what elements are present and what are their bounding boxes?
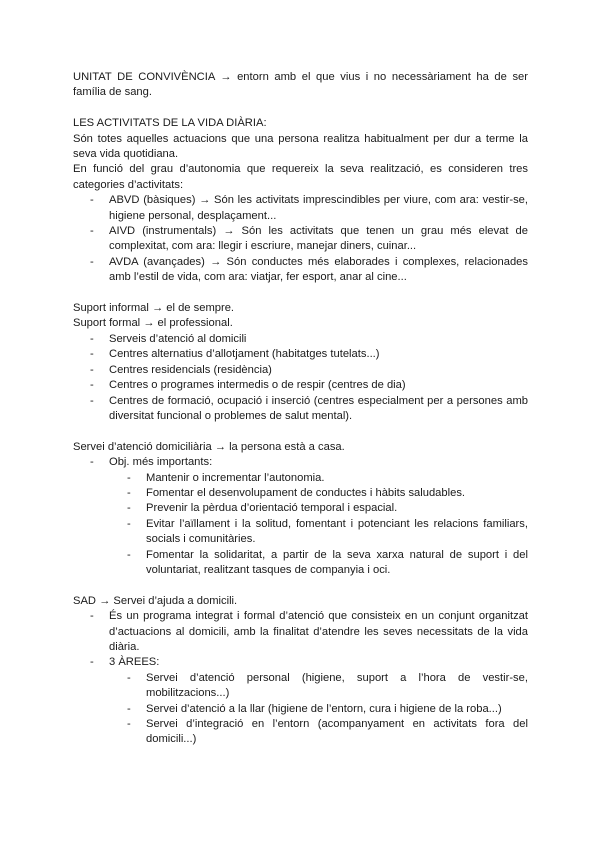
list-item: - Prevenir la pèrdua d’orientació temporal i espacial. [73, 501, 528, 516]
list-item: - Centres de formació, ocupació i inserció (centres especialment per a persones amb diversitat funcional o problemes de salut mental). [73, 394, 528, 425]
list-item: - Mantenir o incrementar l’autonomia. [73, 471, 528, 486]
paragraph-unitat-convivencia: UNITAT DE CONVIVÈNCIA → entorn amb el que vius i no necessàriament ha de ser família de sang. [73, 71, 528, 99]
paragraph-suport-formal: Suport formal → el professional. [73, 317, 233, 330]
list-item: - Fomentar la solidaritat, a partir de la seva xarxa natural de suport i del voluntariat, realitzant tasques de companyia i oci. [73, 548, 528, 579]
list-item: - Evitar l’aïllament i la solitud, fomentant i potenciant les relacions familiars, socials i comunitàries. [73, 517, 528, 548]
arees-sublist [73, 671, 528, 748]
paragraph-servei-domiciliari: Servei d’atenció domiciliària → la persona està a casa. [73, 440, 345, 453]
list-item-objectius: - Obj. més importants: [73, 455, 528, 470]
paragraph-avd-definition: Són totes aquelles actuacions que una persona realitza habitualment per dur a terme la seva vida quotidiana. [73, 132, 528, 161]
list-item: - Servei d’integració en l’entorn (acompanyament en activitats fora del domicili...) [73, 717, 528, 748]
sad-list [73, 609, 528, 671]
list-item: - Centres alternatius d’allotjament (habitatges tutelats...) [73, 347, 528, 362]
list-item: - Centres residencials (residència) [73, 363, 528, 378]
list-item: - Servei d’atenció a la llar (higiene de l’entorn, cura i higiene de la roba...) [73, 702, 528, 717]
suport-formal-list [73, 332, 528, 424]
list-item-abvd: - ABVD (bàsiques) → Són les activitats imprescindibles per viure, com ara: vestir-se, higiene personal, desplaçament... [73, 193, 528, 224]
list-item-sad-definition: - És un programa integrat i formal d’atenció que consisteix en un conjunt organitzat d’actuacions al domicili, amb la finalitat d’atendre les seves necessitats de la vida diària. [73, 609, 528, 655]
objectius-sublist [73, 471, 528, 579]
list-item: - Serveis d’atenció al domicili [73, 332, 528, 347]
paragraph-suport-informal: Suport informal → el de sempre. [73, 302, 235, 315]
avd-category-list [73, 193, 528, 285]
list-item-arees: - 3 ÀREES: [73, 655, 528, 670]
list-item: - Centres o programes intermedis o de respir (centres de dia) [73, 378, 528, 393]
list-item: - Fomentar el desenvolupament de conductes i hàbits saludables. [73, 486, 528, 501]
list-item: - Servei d’atenció personal (higiene, suport a l’hora de vestir-se, mobilitzacions...) [73, 671, 528, 702]
list-item-avda: - AVDA (avançades) → Són conductes més elaborades i complexes, relacionades amb l’estil de vida, com ara: viatjar, fer esport, anar al cine... [73, 255, 528, 286]
paragraph-sad: SAD → Servei d’ajuda a domicili. [73, 594, 238, 607]
list-item-aivd: - AIVD (instrumentals) → Són les activitats que tenen un grau més elevat de complexitat, com ara: llegir i escriure, manejar diners, cuinar... [73, 224, 528, 255]
objectius-list [73, 455, 528, 470]
paragraph-avd-categories: En funció del grau d’autonomia que requereix la seva realització, es consideren tres categories d’activitats: [73, 163, 528, 191]
document-body [73, 70, 528, 748]
section-title-avd: LES ACTIVITATS DE LA VIDA DIÀRIA: [73, 117, 267, 130]
